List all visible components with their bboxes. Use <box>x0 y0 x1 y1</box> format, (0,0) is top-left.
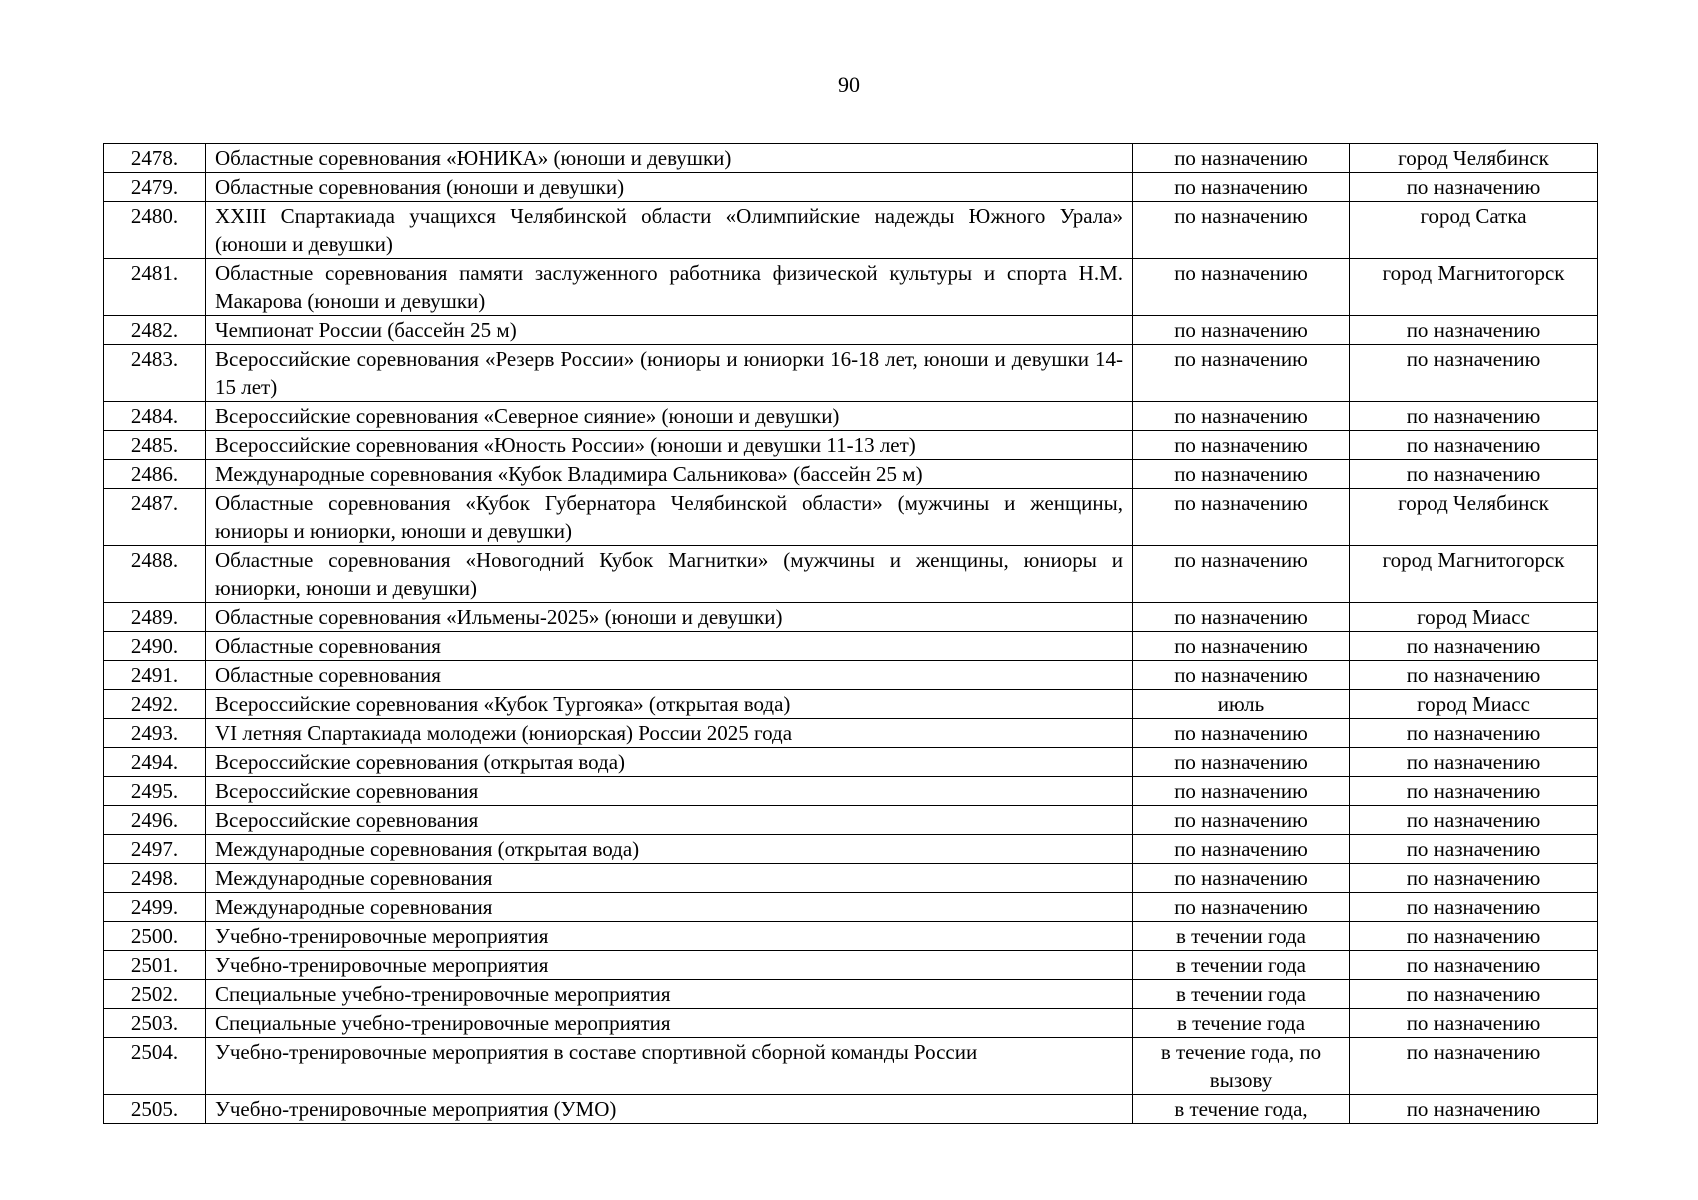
events-table-body <box>104 144 1598 1124</box>
event-date: по назначению <box>1133 777 1350 806</box>
event-name: Специальные учебно-тренировочные мероприятия <box>206 1009 1133 1038</box>
table-row <box>104 1095 1598 1124</box>
row-number: 2496. <box>104 806 206 835</box>
row-number: 2486. <box>104 460 206 489</box>
event-date: по назначению <box>1133 546 1350 603</box>
event-name: Международные соревнования (открытая вода) <box>206 835 1133 864</box>
event-place: по назначению <box>1350 806 1598 835</box>
row-number: 2503. <box>104 1009 206 1038</box>
table-row <box>104 173 1598 202</box>
table-row <box>104 719 1598 748</box>
event-place: по назначению <box>1350 980 1598 1009</box>
table-row <box>104 1009 1598 1038</box>
event-date: в течении года <box>1133 951 1350 980</box>
row-number: 2487. <box>104 489 206 546</box>
event-place: город Миасс <box>1350 603 1598 632</box>
event-place: по назначению <box>1350 661 1598 690</box>
event-date: в течение года <box>1133 1009 1350 1038</box>
event-date: по назначению <box>1133 719 1350 748</box>
row-number: 2504. <box>104 1038 206 1095</box>
event-date: по назначению <box>1133 460 1350 489</box>
event-date: по назначению <box>1133 431 1350 460</box>
event-name: Всероссийские соревнования <box>206 777 1133 806</box>
event-date: в течении года <box>1133 922 1350 951</box>
event-name: Областные соревнования «ЮНИКА» (юноши и девушки) <box>206 144 1133 173</box>
event-place: город Сатка <box>1350 202 1598 259</box>
row-number: 2497. <box>104 835 206 864</box>
event-date: по назначению <box>1133 259 1350 316</box>
table-row <box>104 202 1598 259</box>
event-date: по назначению <box>1133 173 1350 202</box>
table-row <box>104 259 1598 316</box>
event-name: Учебно-тренировочные мероприятия <box>206 922 1133 951</box>
event-name: Учебно-тренировочные мероприятия <box>206 951 1133 980</box>
event-name: Всероссийские соревнования «Кубок Тургояка» (открытая вода) <box>206 690 1133 719</box>
event-date: в течение года, <box>1133 1095 1350 1124</box>
event-name: Международные соревнования «Кубок Владимира Сальникова» (бассейн 25 м) <box>206 460 1133 489</box>
row-number: 2481. <box>104 259 206 316</box>
event-place: по назначению <box>1350 835 1598 864</box>
row-number: 2484. <box>104 402 206 431</box>
table-row <box>104 345 1598 402</box>
event-name: Всероссийские соревнования «Северное сияние» (юноши и девушки) <box>206 402 1133 431</box>
row-number: 2482. <box>104 316 206 345</box>
row-number: 2485. <box>104 431 206 460</box>
event-place: по назначению <box>1350 1009 1598 1038</box>
table-row <box>104 893 1598 922</box>
event-place: по назначению <box>1350 173 1598 202</box>
event-date: по назначению <box>1133 748 1350 777</box>
event-place: по назначению <box>1350 777 1598 806</box>
event-name: Областные соревнования «Новогодний Кубок Магнитки» (мужчины и женщины, юниоры и юниорки, юноши и девушки) <box>206 546 1133 603</box>
event-place: по назначению <box>1350 345 1598 402</box>
event-date: июль <box>1133 690 1350 719</box>
row-number: 2505. <box>104 1095 206 1124</box>
event-name: Областные соревнования <box>206 661 1133 690</box>
row-number: 2501. <box>104 951 206 980</box>
event-name: Всероссийские соревнования «Юность России» (юноши и девушки 11-13 лет) <box>206 431 1133 460</box>
event-name: Областные соревнования <box>206 632 1133 661</box>
event-name: Учебно-тренировочные мероприятия (УМО) <box>206 1095 1133 1124</box>
event-name: XXIII Спартакиада учащихся Челябинской области «Олимпийские надежды Южного Урала» (юноши и девушки) <box>206 202 1133 259</box>
event-name: Специальные учебно-тренировочные мероприятия <box>206 980 1133 1009</box>
event-name: Международные соревнования <box>206 864 1133 893</box>
event-date: по назначению <box>1133 345 1350 402</box>
row-number: 2495. <box>104 777 206 806</box>
table-row <box>104 460 1598 489</box>
event-name: Международные соревнования <box>206 893 1133 922</box>
event-place: по назначению <box>1350 748 1598 777</box>
event-date: по назначению <box>1133 489 1350 546</box>
event-date: по назначению <box>1133 402 1350 431</box>
event-name: VI летняя Спартакиада молодежи (юниорская) России 2025 года <box>206 719 1133 748</box>
table-row <box>104 661 1598 690</box>
event-place: по назначению <box>1350 402 1598 431</box>
row-number: 2479. <box>104 173 206 202</box>
row-number: 2490. <box>104 632 206 661</box>
table-row <box>104 864 1598 893</box>
event-place: город Магнитогорск <box>1350 259 1598 316</box>
table-row <box>104 603 1598 632</box>
event-date: по назначению <box>1133 661 1350 690</box>
table-row <box>104 546 1598 603</box>
event-place: город Челябинск <box>1350 489 1598 546</box>
table-row <box>104 144 1598 173</box>
event-date: по назначению <box>1133 603 1350 632</box>
row-number: 2494. <box>104 748 206 777</box>
table-row <box>104 316 1598 345</box>
table-row <box>104 777 1598 806</box>
table-row <box>104 980 1598 1009</box>
table-row <box>104 402 1598 431</box>
event-date: по назначению <box>1133 202 1350 259</box>
table-row <box>104 748 1598 777</box>
event-name: Всероссийские соревнования <box>206 806 1133 835</box>
table-row <box>104 922 1598 951</box>
row-number: 2502. <box>104 980 206 1009</box>
event-place: по назначению <box>1350 719 1598 748</box>
event-place: по назначению <box>1350 864 1598 893</box>
event-name: Областные соревнования «Кубок Губернатора Челябинской области» (мужчины и женщины, юниоры и юниорки, юноши и девушки) <box>206 489 1133 546</box>
row-number: 2491. <box>104 661 206 690</box>
event-date: по назначению <box>1133 893 1350 922</box>
table-row <box>104 489 1598 546</box>
row-number: 2498. <box>104 864 206 893</box>
event-date: в течение года, по вызову <box>1133 1038 1350 1095</box>
table-row <box>104 806 1598 835</box>
table-row <box>104 1038 1598 1095</box>
row-number: 2493. <box>104 719 206 748</box>
row-number: 2500. <box>104 922 206 951</box>
table-row <box>104 632 1598 661</box>
event-date: по назначению <box>1133 806 1350 835</box>
event-place: по назначению <box>1350 1038 1598 1095</box>
row-number: 2492. <box>104 690 206 719</box>
row-number: 2478. <box>104 144 206 173</box>
row-number: 2480. <box>104 202 206 259</box>
row-number: 2483. <box>104 345 206 402</box>
event-name: Учебно-тренировочные мероприятия в составе спортивной сборной команды России <box>206 1038 1133 1095</box>
event-name: Областные соревнования «Ильмены-2025» (юноши и девушки) <box>206 603 1133 632</box>
event-date: по назначению <box>1133 316 1350 345</box>
event-place: по назначению <box>1350 316 1598 345</box>
event-place: по назначению <box>1350 1095 1598 1124</box>
event-name: Чемпионат России (бассейн 25 м) <box>206 316 1133 345</box>
page-number: 90 <box>838 72 860 97</box>
event-date: в течении года <box>1133 980 1350 1009</box>
event-date: по назначению <box>1133 632 1350 661</box>
event-place: по назначению <box>1350 431 1598 460</box>
event-name: Всероссийские соревнования (открытая вода) <box>206 748 1133 777</box>
event-place: город Миасс <box>1350 690 1598 719</box>
table-row <box>104 951 1598 980</box>
event-place: по назначению <box>1350 460 1598 489</box>
table-row <box>104 690 1598 719</box>
event-place: по назначению <box>1350 893 1598 922</box>
row-number: 2499. <box>104 893 206 922</box>
event-date: по назначению <box>1133 144 1350 173</box>
event-place: по назначению <box>1350 951 1598 980</box>
event-name: Областные соревнования (юноши и девушки) <box>206 173 1133 202</box>
event-place: по назначению <box>1350 632 1598 661</box>
event-date: по назначению <box>1133 864 1350 893</box>
event-place: город Магнитогорск <box>1350 546 1598 603</box>
table-row <box>104 431 1598 460</box>
event-name: Всероссийские соревнования «Резерв России» (юниоры и юниорки 16-18 лет, юноши и девушки 14-15 лет) <box>206 345 1133 402</box>
event-place: по назначению <box>1350 922 1598 951</box>
event-date: по назначению <box>1133 835 1350 864</box>
table-row <box>104 835 1598 864</box>
event-place: город Челябинск <box>1350 144 1598 173</box>
event-name: Областные соревнования памяти заслуженного работника физической культуры и спорта Н.М. Макарова (юноши и девушки) <box>206 259 1133 316</box>
row-number: 2488. <box>104 546 206 603</box>
row-number: 2489. <box>104 603 206 632</box>
events-table <box>103 143 1598 1124</box>
